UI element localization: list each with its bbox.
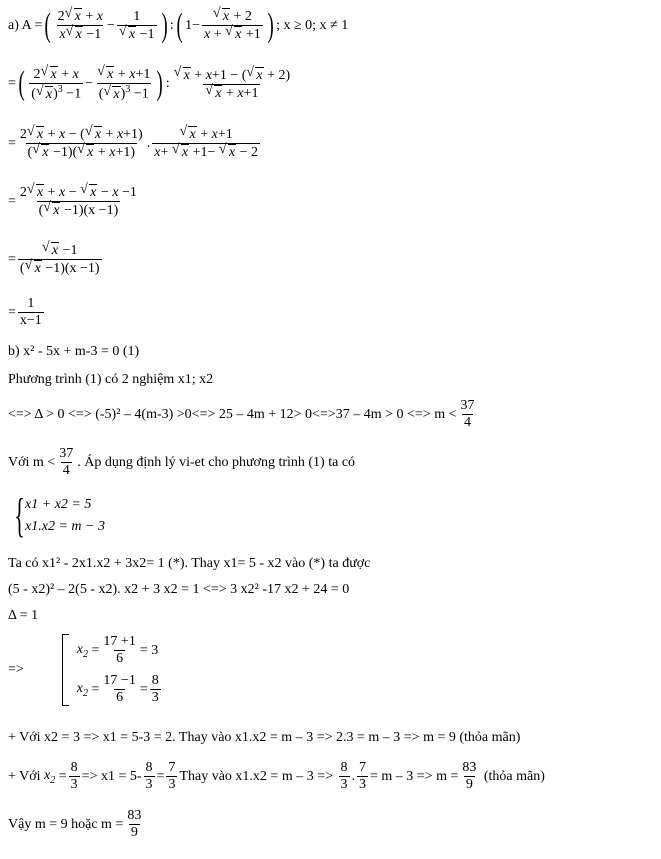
- part-b-line-2: [8, 372, 213, 388]
- vieta-system: [8, 489, 105, 542]
- fraction: $\frac{1}{x-1}$: [19, 296, 42, 329]
- part-a-line-1: a) A = ( $\frac{2√ x + x}{x√ x -1}$ − 1 √ x −1 ) : ( 1− √ $\frac{x + 2}{x + √ x +1}$ ) ; x ≥ 0; x ≠ 1: [8, 8, 348, 43]
- fraction: $\frac{37}{4}$: [59, 446, 74, 479]
- text: b) x² - 5x + m-3 = 0 (1): [8, 344, 140, 359]
- text: Vậy m = 9 hoặc m =: [8, 816, 124, 832]
- part-b-line-4: [8, 446, 355, 479]
- paren: (: [18, 65, 25, 103]
- root-2: $x_2$ = $\frac{17 -1}{6}$ = $\frac{8}{3}$: [76, 673, 159, 706]
- paren: ): [267, 6, 274, 44]
- part-b-line-6: [8, 582, 349, 598]
- expr-label: a) A =: [8, 17, 43, 33]
- text: => x1 = 5-: [81, 768, 142, 784]
- part-a-line-2: = ( $\frac{2√ x + x}{(√ x)^3 -1}$ − √ $\frac{x + x+1}{(√ x)^3 -1}$ ) : √ x + x+1 − (√ x + 2) √ x + x+1: [8, 66, 294, 103]
- text: + Với x2 = 3 => x1 = 5-3 = 2. Thay vào x1.x2 = m – 3 => 2.3 = m – 3 => m = 9 (thỏa mãn): [8, 730, 521, 745]
- part-a-line-6: [8, 296, 46, 329]
- root-1: $x_2$ = $\frac{17 +1}{6}$ = 3: [76, 634, 159, 667]
- roots-block: [8, 634, 163, 706]
- equals: =: [8, 135, 16, 151]
- fraction: $\frac{2√ x + x - √ x - x -1}{(√ x -1)(x -1)}$: [18, 184, 139, 219]
- fraction: $\frac{83}{9}$: [127, 808, 142, 841]
- equals: =: [8, 193, 16, 209]
- fraction: 1 √ x −1: [117, 9, 157, 43]
- part-b-line-3: [8, 398, 479, 431]
- text: . Áp dụng định lý vi-et cho phương trình (1) ta có: [77, 454, 356, 470]
- text: Δ = 1: [8, 608, 39, 623]
- paren: ): [156, 65, 164, 103]
- text: <=> Δ > 0 <=> (-5)² – 4(m-3) >0<=> 25 – 4m + 12> 0<=>37 – 4m > 0 <=> m <: [8, 406, 457, 422]
- fraction: $\frac{2√ x + x}{x√ x -1}$: [56, 8, 105, 43]
- part-b-line-7: [8, 608, 38, 624]
- equation: x1.x2 = m − 3: [25, 519, 105, 534]
- brace: {: [14, 489, 25, 542]
- text: Phương trình (1) có 2 nghiệm x1; x2: [8, 372, 214, 387]
- text: + Với: [8, 768, 41, 784]
- text: (5 - x2)² – 2(5 - x2). x2 + 3 x2 = 1 <=> 3 x2² -17 x2 + 24 = 0: [8, 582, 350, 597]
- condition: ; x ≥ 0; x ≠ 1: [276, 17, 349, 33]
- part-b-line-1: [8, 344, 139, 360]
- fraction: √ $\frac{x + 2}{x + √ x +1}$: [202, 8, 263, 43]
- paren: (: [176, 6, 183, 44]
- case-2: + Với $x_2$ = $\frac{8}{3}$ => x1 = 5- $\frac{8}{3}$ = $\frac{7}{3}$ Thay vào x1.x2 = m – 3 => $\frac{8}{3}$ . $\frac{7}{3}$ = m – 3 => m = $\frac{83}{9}$ (thỏa mãn): [8, 760, 545, 793]
- equation: x1 + x2 = 5: [25, 497, 92, 512]
- fraction: √ $\frac{x + x+1}{x+ √ x +1- √ x - 2}$: [152, 126, 260, 161]
- fraction: $\frac{2√ x + x}{(√ x)^3 -1}$: [29, 66, 83, 103]
- part-a-line-3: = $\frac{2√ x + x - (√ x + x+1)}{(√ x -1)(√ x + x+1)}$ . √ $\frac{x + x+1}{x+ √ x +1- √ x - 2}$: [8, 126, 262, 161]
- text: (thỏa mãn): [483, 768, 545, 784]
- text: Với m <: [8, 454, 56, 470]
- case-1: [8, 730, 520, 746]
- fraction: √ $\frac{x -1}{(√ x -1)(x -1)}$: [18, 242, 102, 277]
- bracket: [62, 634, 69, 706]
- text: Ta có x1² - 2x1.x2 + 3x2= 1 (*). Thay x1= 5 - x2 vào (*) ta được: [8, 556, 371, 571]
- equals: =: [8, 304, 16, 320]
- fraction: $\frac{37}{4}$: [460, 398, 475, 431]
- equals: =: [8, 76, 16, 92]
- fraction: √ x + x+1 − (√ x + 2) √ x + x+1: [172, 67, 293, 102]
- part-b-line-5: [8, 556, 370, 572]
- implies: =>: [8, 662, 24, 678]
- part-a-line-5: [8, 242, 104, 277]
- paren: ): [161, 6, 168, 44]
- conclusion: [8, 808, 145, 841]
- fraction: √ $\frac{x + x+1}{(√ x)^3 -1}$: [95, 66, 152, 103]
- part-a-line-4: [8, 184, 141, 219]
- paren: (: [44, 6, 52, 44]
- text: Thay vào x1.x2 = m – 3 =>: [179, 768, 333, 784]
- fraction: $\frac{2√ x + x - (√ x + x+1)}{(√ x -1)(√ x + x+1)}$: [18, 126, 145, 161]
- equals: =: [8, 251, 16, 267]
